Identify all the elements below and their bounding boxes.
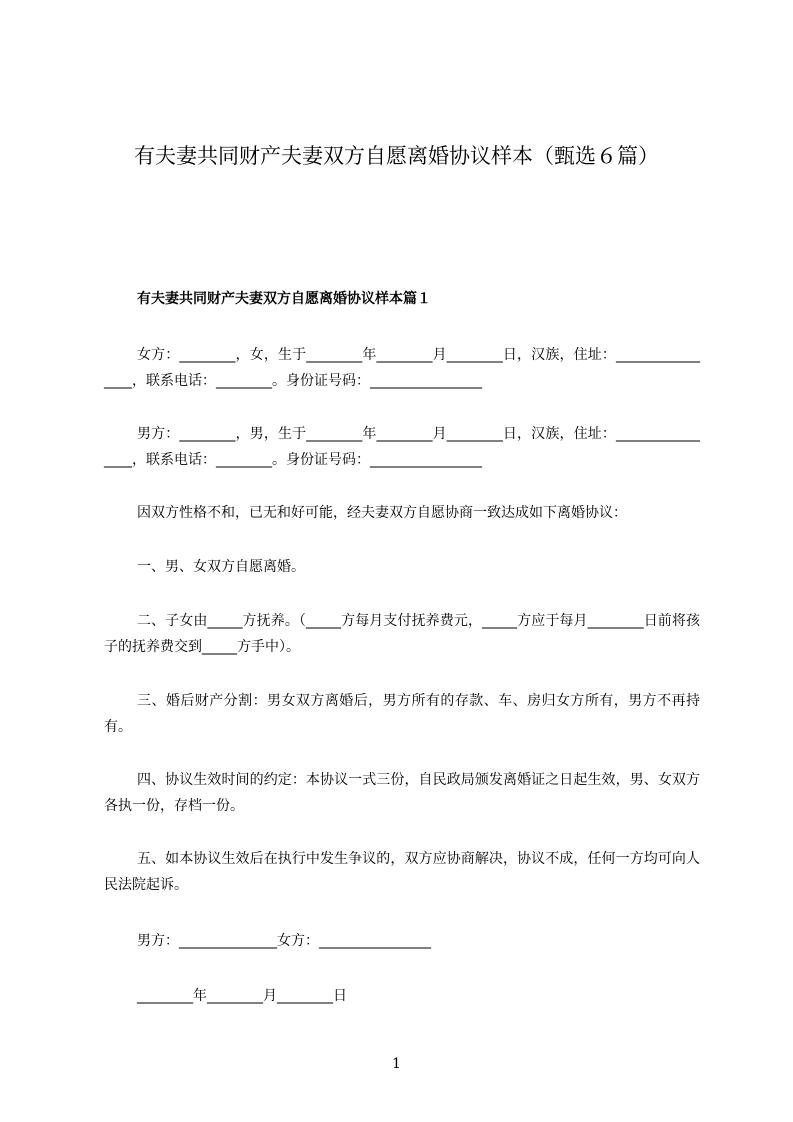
reason-paragraph: 因双方性格不和，已无和好可能，经夫妻双方自愿协商一致达成如下离婚协议： [137, 505, 627, 521]
signature-line: 男方：______________女方：________________ [137, 933, 431, 949]
clause-4-paragraph: 四、协议生效时间的约定：本协议一式三份，自民政局颁发离婚证之日起生效，男、女双方各执一份，存档一份。 [104, 772, 700, 814]
date-line: ________年________月________日 [137, 988, 347, 1004]
clause-2-paragraph: 二、子女由_____方抚养。（_____方每月支付抚养费元，_____方应于每月________日前将孩子的抚养费交到_____方手中）。 [104, 613, 700, 655]
clause-5-paragraph: 五、如本协议生效后在执行中发生争议的，双方应协商解决，协议不成，任何一方均可向人民法院起诉。 [104, 851, 700, 893]
male-party-paragraph: 男方：________，男，生于________年________月________日，汉族，住址：________________，联系电话：________。身份证号码：________________ [104, 426, 700, 468]
document-title: 有夫妻共同财产夫妻双方自愿离婚协议样本（甄选６篇） [134, 144, 659, 168]
clause-1-paragraph: 一、男、女双方自愿离婚。 [137, 559, 305, 575]
page-number: 1 [392, 1056, 401, 1072]
female-party-paragraph: 女方：________，女，生于________年________月________日，汉族，住址：________________，联系电话：________。身份证号码：________________ [104, 347, 700, 389]
clause-3-paragraph: 三、婚后财产分割：男女双方离婚后，男方所有的存款、车、房归女方所有，男方不再持有。 [104, 693, 700, 735]
section-heading: 有夫妻共同财产夫妻双方自愿离婚协议样本篇１ [137, 291, 431, 307]
